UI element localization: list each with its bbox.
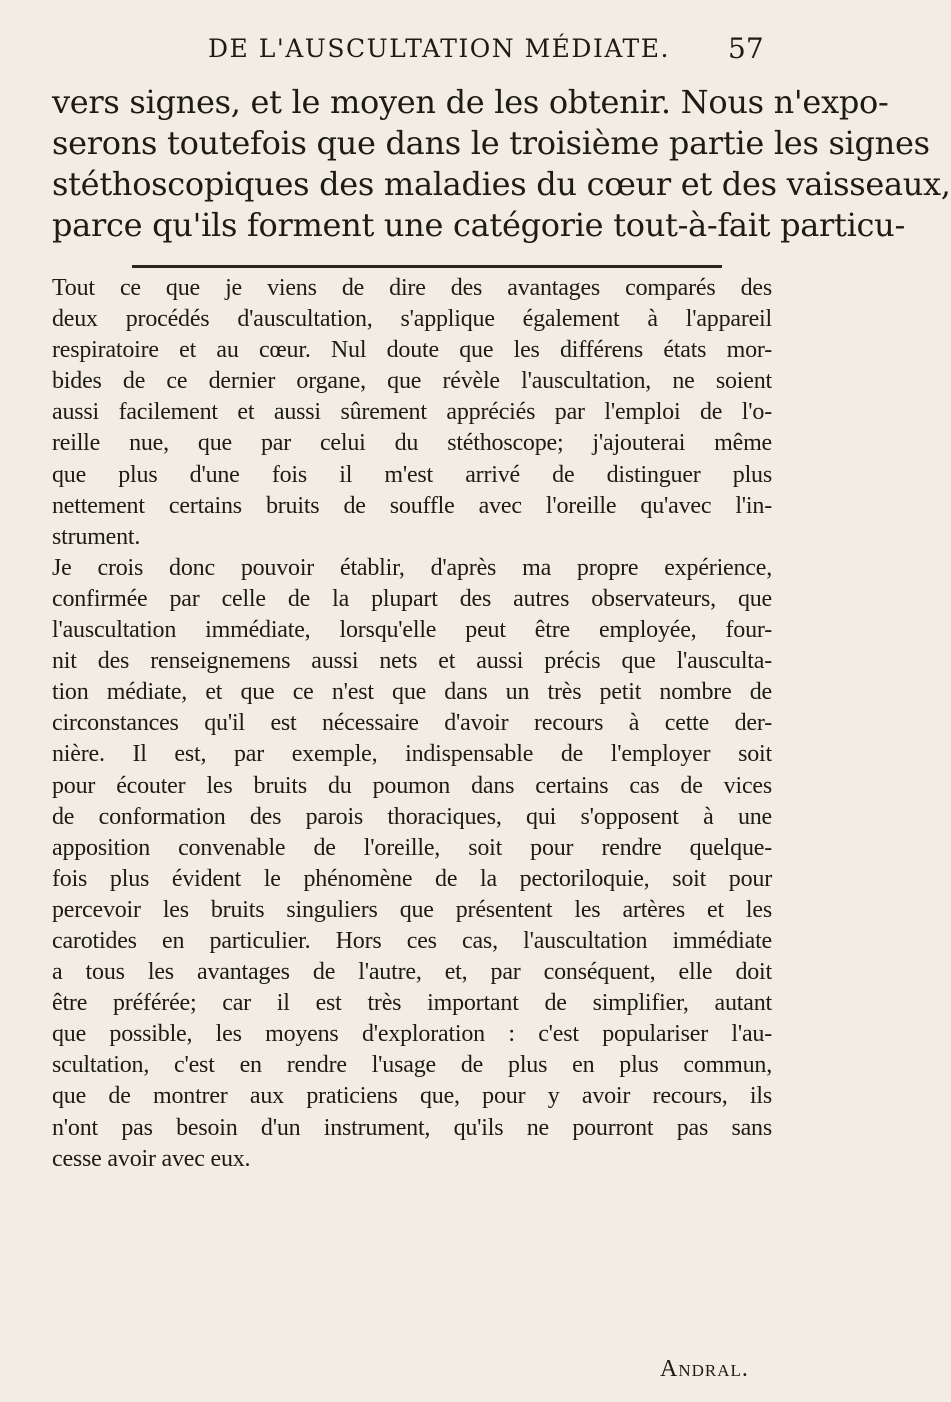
footnote-line: cesse avoir avec eux. <box>52 1145 251 1172</box>
footnote-line: aussi facilement et aussi sûrement appréciés par l'emploi de l'o- <box>52 399 772 426</box>
footnote-line: apposition convenable de l'oreille, soit pour rendre quelque- <box>52 834 772 861</box>
footnote-line: bides de ce dernier organe, que révèle l'auscultation, ne soient <box>52 368 772 395</box>
main-text-line: stéthoscopiques des maladies du cœur et des vaisseaux, <box>52 165 951 203</box>
footnote-line: nit des renseignemens aussi nets et aussi précis que l'ausculta- <box>52 648 772 675</box>
footnote-separator-rule <box>132 265 722 268</box>
footnote-line: Tout ce que je viens de dire des avantages comparés des <box>52 275 772 301</box>
footnote-line: tion médiate, et que ce n'est que dans un très petit nombre de <box>52 679 772 706</box>
running-title: DE L'AUSCULTATION MÉDIATE. <box>208 34 670 63</box>
footnote-line: l'auscultation immédiate, lorsqu'elle peut être employée, four- <box>52 617 772 644</box>
footnote-line: circonstances qu'il est nécessaire d'avoir recours à cette der- <box>52 710 772 737</box>
footnote-line: reille nue, que par celui du stéthoscope; j'ajouterai même <box>52 430 772 457</box>
main-text <box>52 82 951 246</box>
footnote-signature: Andral. <box>660 1356 749 1382</box>
footnote-line: respiratoire et au cœur. Nul doute que les différens états mor- <box>52 337 772 364</box>
footnote-line: strument. <box>52 523 141 550</box>
main-text-line: serons toutefois que dans le troisième partie les signes <box>52 124 930 162</box>
footnote-line: nettement certains bruits de souffle avec l'oreille qu'avec l'in- <box>52 492 772 519</box>
footnote <box>52 273 772 1175</box>
footnote-line: que de montrer aux praticiens que, pour y avoir recours, ils <box>52 1083 772 1110</box>
footnote-line: nière. Il est, par exemple, indispensable de l'employer soit <box>52 741 772 768</box>
footnote-line: a tous les avantages de l'autre, et, par conséquent, elle doit <box>52 959 772 986</box>
footnote-line: percevoir les bruits singuliers que présentent les artères et les <box>52 896 772 923</box>
running-head <box>0 34 800 74</box>
footnote-line: pour écouter les bruits du poumon dans certains cas de vices <box>52 772 772 799</box>
main-text-line: vers signes, et le moyen de les obtenir. Nous n'expo- <box>52 83 889 121</box>
footnote-line: scultation, c'est en rendre l'usage de plus en plus commun, <box>52 1052 772 1079</box>
footnote-line: que possible, les moyens d'exploration : c'est populariser l'au- <box>52 1021 772 1048</box>
footnote-line: carotides en particulier. Hors ces cas, l'auscultation immédiate <box>52 927 772 954</box>
footnote-line: confirmée par celle de la plupart des autres observateurs, que <box>52 585 772 612</box>
page-number: 57 <box>728 32 764 65</box>
footnote-line: que plus d'une fois il m'est arrivé de distinguer plus <box>52 461 772 488</box>
footnote-line: Je crois donc pouvoir établir, d'après ma propre expérience, <box>52 554 772 581</box>
footnote-line: deux procédés d'auscultation, s'applique également à l'appareil <box>52 306 772 333</box>
footnote-line: fois plus évident le phénomène de la pectoriloquie, soit pour <box>52 865 772 892</box>
footnote-line: être préférée; car il est très important de simplifier, autant <box>52 990 772 1017</box>
footnote-line: de conformation des parois thoraciques, qui s'opposent à une <box>52 803 772 830</box>
footnote-line: n'ont pas besoin d'un instrument, qu'ils ne pourront pas sans <box>52 1114 772 1141</box>
main-text-line: parce qu'ils forment une catégorie tout-à-fait particu- <box>52 206 905 244</box>
